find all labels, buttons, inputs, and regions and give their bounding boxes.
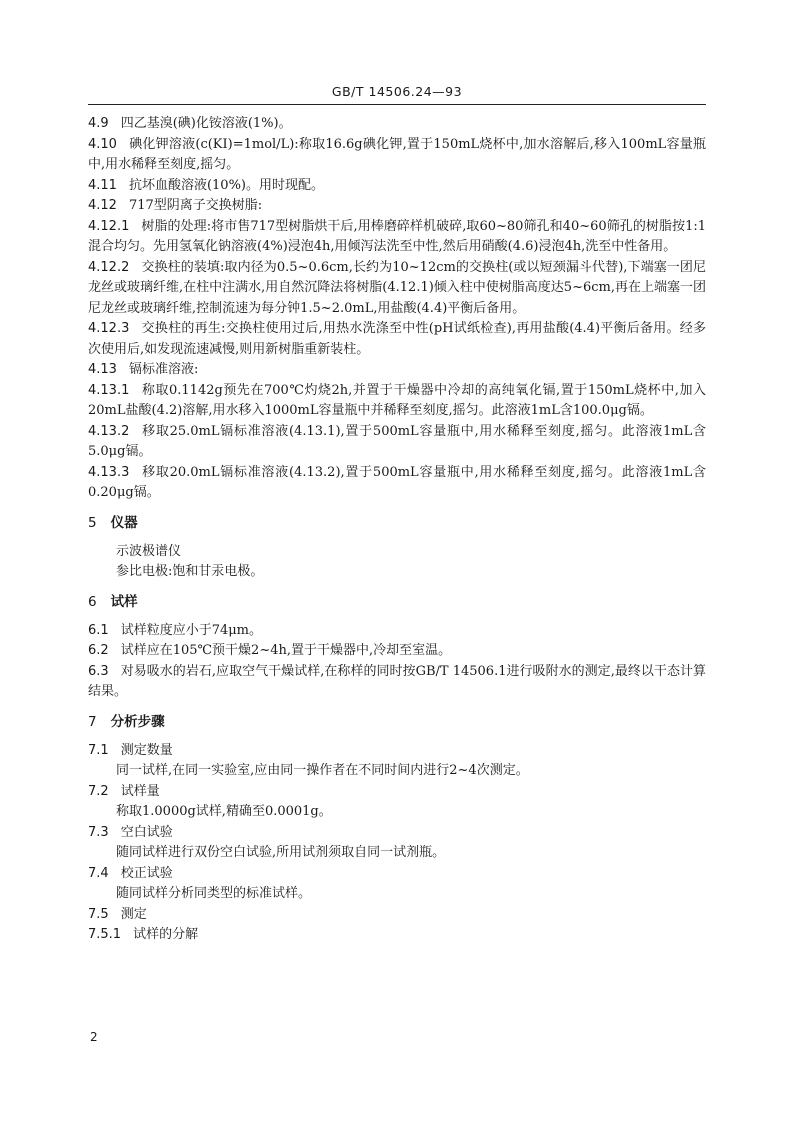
clause-text: 空白试验 xyxy=(120,824,173,840)
clause-text: 试样 xyxy=(110,593,138,610)
clause-text: 校正试验 xyxy=(120,865,173,881)
clause-number: 4.13.1 xyxy=(88,382,130,398)
clause-text: 称取0.1142g预先在700℃灼烧2h,并置于干燥器中冷却的高纯氧化镉,置于150mL烧杯中,加入20mL盐酸(4.2)溶解,用水移入1000mL容量瓶中并稀释至刻度,摇匀。此溶液1mL含100.0μg镉。 xyxy=(88,382,706,418)
clause-number: 7.5.1 xyxy=(88,927,122,942)
clause-number: 4.12.1 xyxy=(88,218,130,234)
clause-paragraph xyxy=(88,381,706,422)
clause-text: 示波极谱仪 xyxy=(116,543,182,559)
clause-number: 6.3 xyxy=(88,663,109,679)
clause-number: 4.12.2 xyxy=(88,259,130,275)
clause-number: 4.10 xyxy=(88,136,117,152)
clause-number: 4.13 xyxy=(88,362,117,377)
clause-number: 6.1 xyxy=(88,622,109,638)
clause-text: 移取20.0mL镉标准溶液(4.13.2),置于500mL容量瓶中,用水稀释至刻度,摇匀。此溶液1mL含0.20μg镉。 xyxy=(88,464,706,500)
body-paragraph xyxy=(88,542,706,563)
clause-paragraph xyxy=(88,319,706,360)
clause-text: 移取25.0mL镉标准溶液(4.13.1),置于500mL容量瓶中,用水稀释至刻度,摇匀。此溶液1mL含5.0μg镉。 xyxy=(88,423,706,459)
clause-text: 试样量 xyxy=(120,783,160,799)
clause-number: 7.4 xyxy=(88,865,109,881)
body-paragraph xyxy=(88,802,706,823)
clause-paragraph xyxy=(88,422,706,463)
clause-paragraph xyxy=(88,114,706,135)
clause-number: 7.2 xyxy=(88,783,109,799)
clause-paragraph xyxy=(88,217,706,258)
section-heading xyxy=(88,513,706,533)
clause-text: 随同试样分析同类型的标准试样。 xyxy=(116,886,312,901)
clause-paragraph xyxy=(88,641,706,662)
clause-text: 随同试样进行双份空白试验,所用试剂须取自同一试剂瓶。 xyxy=(116,845,446,860)
body-paragraph xyxy=(88,884,706,905)
clause-text: 抗坏血酸溶液(10%)。用时现配。 xyxy=(128,177,324,193)
clause-number: 4.12.3 xyxy=(88,321,130,336)
clause-paragraph xyxy=(88,176,706,197)
standard-code-header: GB/T 14506.24—93 xyxy=(331,84,463,99)
clause-text: 镉标准溶液: xyxy=(128,362,199,377)
clause-paragraph xyxy=(88,621,706,642)
clause-text: 对易吸水的岩石,应取空气干燥试样,在称样的同时按GB/T 14506.1进行吸附水的测定,最终以干态计算结果。 xyxy=(88,663,706,699)
clause-number: 7.1 xyxy=(88,742,109,758)
clause-paragraph xyxy=(88,463,706,504)
clause-text: 碘化钾溶液(c(KI)=1mol/L):称取16.6g碘化钾,置于150mL烧杯中,加水溶解后,移入100mL容量瓶中,用水稀释至刻度,摇匀。 xyxy=(88,136,706,172)
clause-paragraph xyxy=(88,864,706,885)
body-paragraph xyxy=(88,761,706,782)
body-paragraph xyxy=(88,562,706,583)
clause-number: 4.12 xyxy=(88,198,117,213)
clause-number: 5 xyxy=(88,514,97,531)
clause-paragraph xyxy=(88,196,706,217)
clause-paragraph xyxy=(88,360,706,381)
clause-paragraph xyxy=(88,135,706,176)
clause-text: 同一试样,在同一实验室,应由同一操作者在不同时间内进行2~4次测定。 xyxy=(116,763,529,778)
clause-text: 测定数量 xyxy=(120,742,173,758)
clause-paragraph xyxy=(88,782,706,803)
clause-number: 7.3 xyxy=(88,824,109,840)
clause-paragraph xyxy=(88,662,706,703)
clause-text: 717型阴离子交换树脂: xyxy=(128,198,263,213)
clause-text: 称取1.0000g试样,精确至0.0001g。 xyxy=(116,804,332,819)
clause-number: 4.13.2 xyxy=(88,423,130,439)
clause-text: 交换柱的装填:取内径为0.5~0.6cm,长约为10~12cm的交换柱(或以短颈漏斗代替),下端塞一团尼龙丝或玻璃纤维,在柱中注满水,用自然沉降法将树脂(4.12.1)倾入柱中使树脂高度达5~6cm,再在上端塞一团尼龙丝或玻璃纤维,控制流速为每分钟1.5~2.0mL,用盐酸(4.4)平衡后备用。 xyxy=(88,259,706,316)
clause-paragraph xyxy=(88,258,706,320)
section-heading xyxy=(88,712,706,732)
clause-number: 4.9 xyxy=(88,116,109,131)
clause-text: 分析步骤 xyxy=(110,713,165,730)
clause-text: 仪器 xyxy=(110,514,138,531)
clause-paragraph xyxy=(88,905,706,926)
clause-text: 测定 xyxy=(120,906,147,922)
header-rule xyxy=(88,104,706,105)
clause-text: 试样的分解 xyxy=(133,927,199,942)
clause-number: 7.5 xyxy=(88,906,109,922)
document-body xyxy=(88,114,706,946)
page-number: 2 xyxy=(90,1030,98,1044)
clause-number: 4.11 xyxy=(88,177,117,193)
clause-number: 6 xyxy=(88,593,97,610)
clause-number: 4.13.3 xyxy=(88,464,130,480)
clause-text: 树脂的处理:将市售717型树脂烘干后,用棒磨碎样机破碎,取60~80筛孔和40~60筛孔的树脂按1:1混合均匀。先用氢氧化钠溶液(4%)浸泡4h,用倾泻法洗至中性,然后用硝酸(4.6)浸泡4h,洗至中性备用。 xyxy=(88,218,706,254)
clause-number: 6.2 xyxy=(88,643,109,658)
body-paragraph xyxy=(88,843,706,864)
clause-text: 参比电极:饱和甘汞电极。 xyxy=(116,564,264,579)
clause-paragraph xyxy=(88,925,706,946)
clause-text: 试样粒度应小于74μm。 xyxy=(120,622,263,638)
clause-text: 试样应在105℃预干燥2~4h,置于干燥器中,冷却至室温。 xyxy=(120,643,452,658)
clause-number: 7 xyxy=(88,713,97,730)
clause-paragraph xyxy=(88,741,706,762)
section-heading xyxy=(88,592,706,612)
clause-paragraph xyxy=(88,823,706,844)
clause-text: 四乙基溴(碘)化铵溶液(1%)。 xyxy=(120,116,292,131)
clause-text: 交换柱的再生:交换柱使用过后,用热水洗涤至中性(pH试纸检查),再用盐酸(4.4)平衡后备用。经多次使用后,如发现流速减慢,则用新树脂重新装柱。 xyxy=(88,321,706,357)
